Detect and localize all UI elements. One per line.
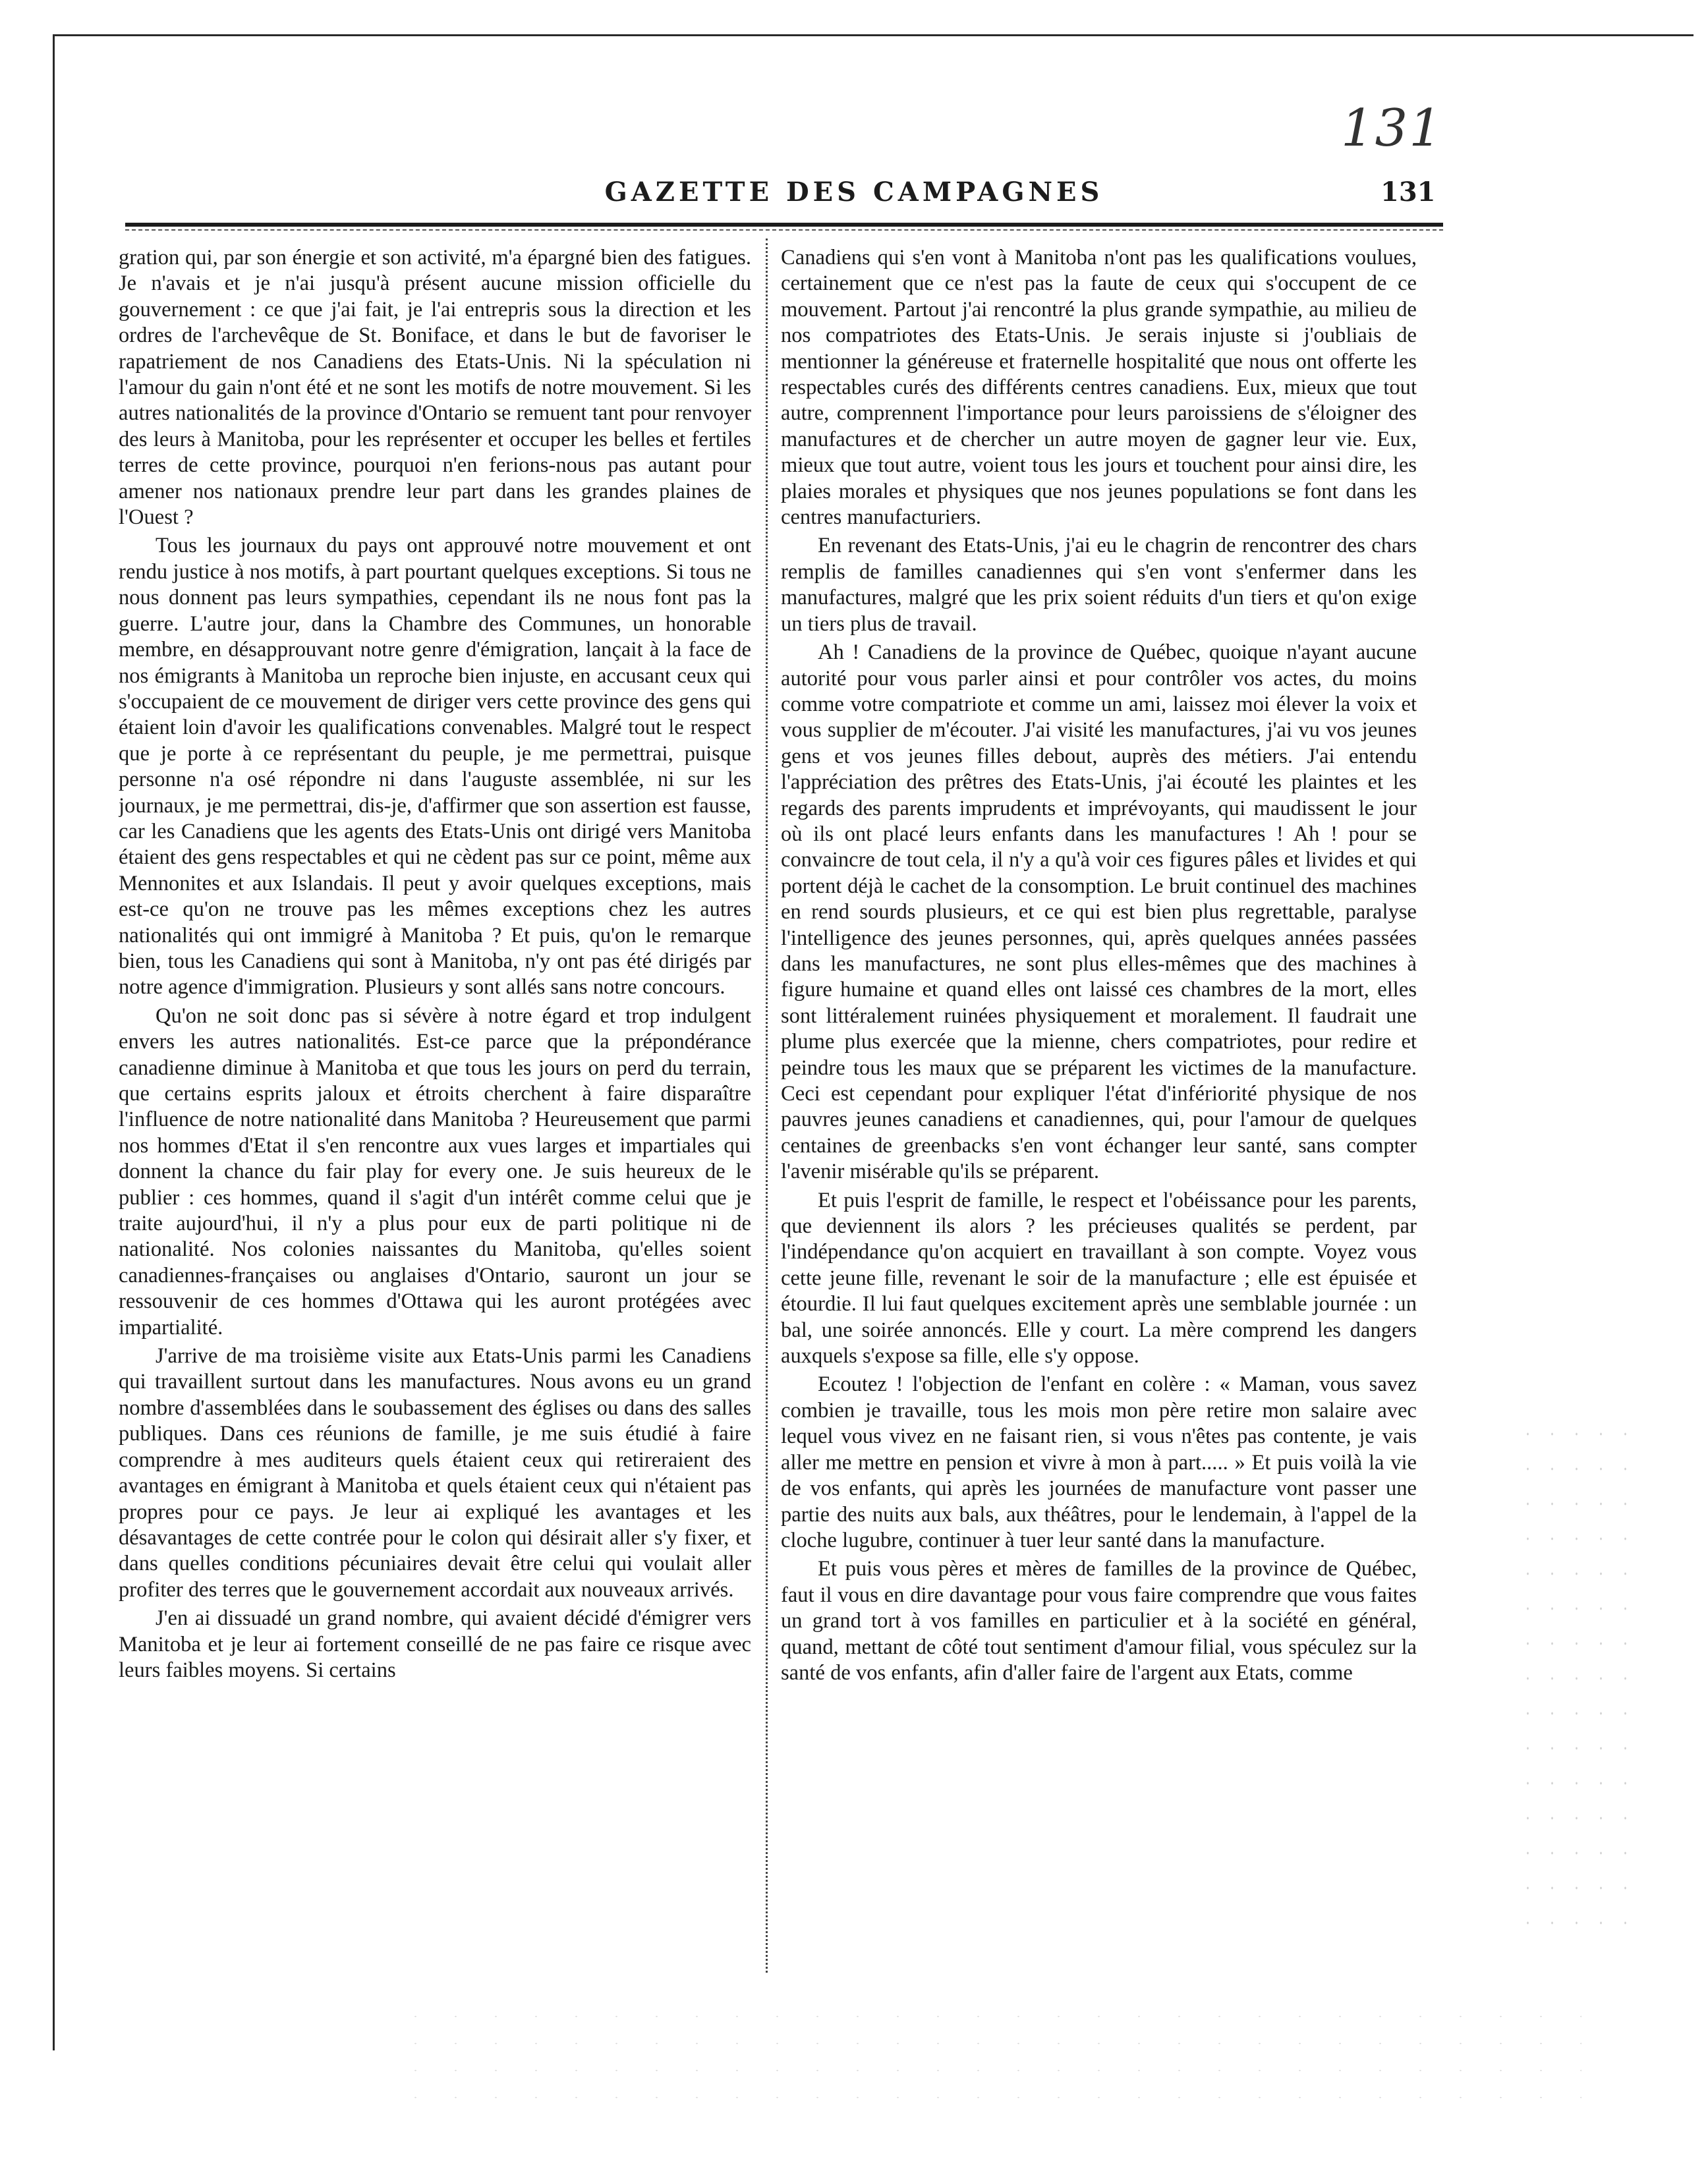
printed-page-number: 131 (1381, 177, 1436, 208)
handwritten-page-number: 131 (1341, 99, 1443, 158)
page-border-left (53, 34, 55, 2050)
paragraph: Canadiens qui s'en vont à Manitoba n'ont pas les qualifications voulues, certainement que ce n'est pas la faute de ceux qui s'occupent de ce mouvement. Partout j'ai rencontré la plus grande sympathie, au milieu de nos compatriotes des Etats-Unis. Je serais injuste si j'oubliais de mentionner la généreuse et fraternelle hospitalité que nous ont offerte les respectables curés des différents centres canadiens. Eux, mieux que tout autre, comprennent l'importance pour leurs paroissiens de s'éloigner des manufactures et de chercher un autre moyen de gagner leur vie. Eux, mieux que tout autre, voient tous les jours et touchent pour ainsi dire, les plaies morales et physiques que nos jeunes populations se font dans les centres manufacturiers. (781, 246, 1417, 530)
paragraph: J'en ai dissuadé un grand nombre, qui avaient décidé d'émigrer vers Manitoba et je leur ai fortement conseillé de ne pas faire ce risque avec leurs faibles moyens. Si certains (119, 1606, 751, 1682)
paragraph: J'arrive de ma troisième visite aux Etats-Unis parmi les Canadiens qui travaillent surtout dans les manufactures. Nous avons eu un grand nombre d'assemblées dans le soubassement des églises ou dans des salles publiques. Dans ces réunions de famille, je me suis étudié à faire comprendre à mes auditeurs quels étaient ceux qui retireraient des avantages en émigrant à Manitoba et quels étaient ceux qui n'étaient pas propres pour ce pays. Je leur ai expliqué les avantages et les désavantages de cette contrée pour le colon qui désirait aller s'y fixer, et dans quelles conditions pécuniaires devait être celui qui voulait aller profiter des terres que le gouvernement accordait aux nouveaux arrivés. (119, 1344, 751, 1602)
paragraph: Tous les journaux du pays ont approuvé notre mouvement et ont rendu justice à nos motifs, à part pourtant quelques exceptions. Si tous ne nous donnent pas leurs sympathies, cependant ils ne nous font pas la guerre. L'autre jour, dans la Chambre des Communes, un honorable membre, en désapprouvant notre genre d'émigration, lançait à la face de nos émigrants à Manitoba un reproche bien injuste, en accusant ceux qui s'occupaient de ce mouvement de diriger vers cette province des gens qui étaient loin d'avoir les qualifications convenables. Malgré tout le respect que je porte à ce représentant du peuple, je me permettrai, puisque personne n'a osé répondre ni dans l'auguste assemblée, ni sur les journaux, je me permettrai, dis-je, d'affirmer que son assertion est fausse, car les Canadiens que les agents des Etats-Unis ont dirigé vers Manitoba étaient des gens respectables et qui ne cèdent pas sur ce point, même aux Mennonites et aux Islandais. Il peut y avoir quelques exceptions, mais est-ce qu'on ne trouve pas les mêmes exceptions chez les autres nationalités qui ont immigré à Manitoba ? Et puis, qu'on le remarque bien, tous les Canadiens qui sont à Manitoba, n'y ont pas été dirigés par notre agence d'immigration. Plusieurs y sont allés sans notre concours. (119, 534, 751, 1000)
column-divider (766, 239, 768, 1973)
header-rule-dashed (125, 229, 1443, 231)
paragraph: gration qui, par son énergie et son activité, m'a épargné bien des fatigues. Je n'avais et je n'ai jusqu'à présent aucune mission officielle du gouvernement : ce que j'ai fait, je l'ai entrepris sous la direction et les ordres de l'archevêque de St. Boniface, et dans le but de favoriser le rapatriement de nos Canadiens des Etats-Unis. Ni la spéculation ni l'amour du gain n'ont été et ne sont les motifs de notre mouvement. Si les autres nationalités de la province d'Ontario se remuent tant pour renvoyer des leurs à Manitoba, pour les représenter et occuper les belles et fertiles terres de cette province, pourquoi n'en ferions-nous pas autant pour amener nos nationaux prendre leur part dans les grandes plaines de l'Ouest ? (119, 246, 751, 530)
left-column (119, 245, 751, 1971)
page-border-top (53, 34, 1694, 36)
paragraph: Ah ! Canadiens de la province de Québec, quoique n'ayant aucune autorité pour vous parler ainsi et pour contrôler vos actes, du moins comme votre compatriote et comme un ami, laissez moi élever la voix et vous supplier de m'écouter. J'ai visité les manufactures, j'ai vu vos jeunes gens et vos jeunes filles debout, auprès des métiers. J'ai entendu l'appréciation des prêtres des Etats-Unis, j'ai écouté les plaintes et les regards des parents imprudents et imprévoyants, qui maudissent le jour où ils ont placé leurs enfants dans les manufactures ! Ah ! pour se convaincre de tout cela, il n'y a qu'à voir ces figures pâles et livides et qui portent déjà le cachet de la consomption. Le bruit continuel des machines en rend sourds plusieurs, et ce qui est bien plus regrettable, paralyse l'intelligence des jeunes personnes, qui, après quelques années passées dans les manufactures, ne sont plus elles-mêmes que des machines à figure humaine et quand elles ont laissé ces chambres de la mort, elles sont littéralement ruinées physiquement et moralement. Il faudrait une plume plus exercée que la mienne, chers compatriotes, pour redire et peindre tous les maux que se préparent les victimes de la manufacture. Ceci est cependant pour expliquer l'état d'infériorité physique de nos pauvres jeunes canadiens et canadiennes, qui, pour l'amour de quelques centaines de greenbacks s'en vont échanger leur santé, sans compter l'avenir misérable qu'ils se préparent. (781, 640, 1417, 1184)
scan-noise (1516, 1417, 1647, 1944)
paragraph: Qu'on ne soit donc pas si sévère à notre égard et trop indulgent envers les autres nationalités. Est-ce parce que la prépondérance canadienne diminue à Manitoba et que tous les jours on perd du terrain, que certains esprits jaloux et étroits cherchent à faire disparaître l'influence de notre nationalité dans Manitoba ? Heureusement que parmi nos hommes d'Etat il s'en rencontre aux vues larges et impartiales qui donnent la chance du fair play for every one. Je suis heureux de le publier : ces hommes, quand il s'agit d'un intérêt comme celui que je traite aujourd'hui, il n'y a plus pour eux de parti politique ni de nationalité. Nos colonies naissantes du Manitoba, qu'elles soient canadiennes-françaises ou anglaises d'Ontario, sauront un jour se ressouvenir de ces hommes d'Ottawa qui les auront protégées avec impartialité. (119, 1003, 751, 1339)
page-title: GAZETTE DES CAMPAGNES (604, 177, 1104, 208)
scan-noise-bottom (395, 2003, 1581, 2108)
paragraph: En revenant des Etats-Unis, j'ai eu le chagrin de rencontrer des chars remplis de familles canadiennes qui s'en vont s'enfermer dans les manufactures, malgré que les prix soient réduits d'un tiers et qu'on exige un tiers plus de travail. (781, 534, 1417, 636)
paragraph: Et puis vous pères et mères de familles de la province de Québec, faut il vous en dire davantage pour vous faire comprendre que vous faites un grand tort à vos familles en particulier et à la société en général, quand, mettant de côté tout sentiment d'amour filial, vous spéculez sur la santé de vos enfants, afin d'aller faire de l'argent aux Etats, comme (781, 1557, 1417, 1685)
paragraph: Et puis l'esprit de famille, le respect et l'obéissance pour les parents, que deviennent ils alors ? les précieuses qualités se perdent, par l'indépendance qu'on acquiert en travaillant à son compte. Voyez vous cette jeune fille, revenant le soir de la manufacture ; elle est épuisée et étourdie. Il lui faut quelques excitement après une semblable journée : un bal, une soirée annoncés. Elle y court. La mère comprend les dangers auxquels s'expose sa fille, elle s'y oppose. (781, 1188, 1417, 1368)
paragraph: Ecoutez ! l'objection de l'enfant en colère : « Maman, vous savez combien je travaille, tous les mois mon père retire mon salaire avec lequel vous vivez en ne faisant rien, si vous n'êtes pas contente, je vais aller me mettre en pension et vivre à mon à part..... » Et puis voilà la vie de vos enfants, qui après les journées de manufacture vont passer une partie des nuits aux bals, aux théâtres, pour le lendemain, à l'appel de la cloche lugubre, continuer à tuer leur santé dans la manufacture. (781, 1372, 1417, 1552)
right-column (781, 245, 1417, 1971)
header-rule (125, 223, 1443, 227)
